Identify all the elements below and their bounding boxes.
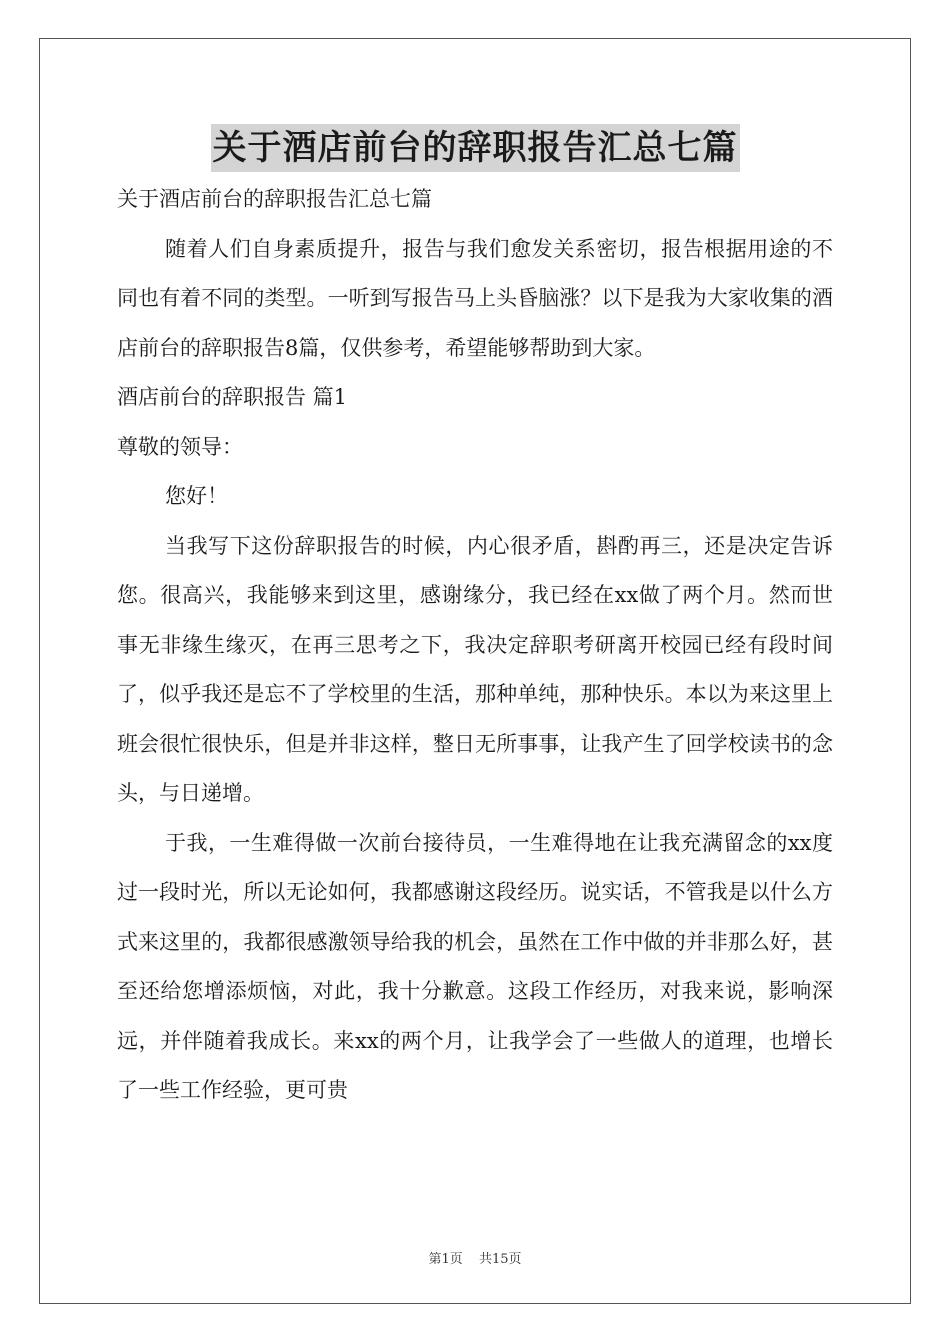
- paragraph-body-1: 当我写下这份辞职报告的时候，内心很矛盾，斟酌再三，还是决定告诉您。很高兴，我能够来到这里，感谢缘分，我已经在xx做了两个月。然而世事无非缘生缘灭，在再三思考之下，我决定辞职考研离开校园已经有段时间了，似乎我还是忘不了学校里的生活，那种单纯，那种快乐。本以为来这里上班会很忙很快乐，但是并非这样，整日无所事事，让我产生了回学校读书的念头，与日递增。: [117, 533, 833, 805]
- title-container: [0, 124, 950, 172]
- page-footer: [0, 1248, 950, 1267]
- page-total: 共15页: [478, 1252, 522, 1267]
- section-heading: 酒店前台的辞职报告 篇1: [117, 385, 348, 409]
- paragraph-intro: 随着人们自身素质提升，报告与我们愈发关系密切，报告根据用途的不同也有着不同的类型。一听到写报告马上头昏脑涨？以下是我为大家收集的酒店前台的辞职报告8篇，仅供参考，希望能够帮助到大家。: [117, 236, 833, 360]
- salutation: 尊敬的领导：: [117, 434, 243, 459]
- paragraph-subtitle: 关于酒店前台的辞职报告汇总七篇: [117, 187, 432, 211]
- paragraph-body-2: 于我，一生难得做一次前台接待员，一生难得地在让我充满留念的xx度过一段时光，所以无论如何，我都感谢这段经历。说实话，不管我是以什么方式来这里的，我都很感激领导给我的机会，虽然在工作中做的并非那么好，甚至还给您增添烦恼，对此，我十分歉意。这段工作经历，对我来说，影响深远，并伴随着我成长。来xx的两个月，让我学会了一些做人的道理，也增长了一些工作经验，更可贵: [117, 830, 833, 1102]
- greeting: 您好！: [165, 484, 228, 508]
- document-body: [117, 175, 833, 1116]
- page-number: 第1页: [428, 1252, 463, 1267]
- document-title: 关于酒店前台的辞职报告汇总七篇: [211, 124, 740, 172]
